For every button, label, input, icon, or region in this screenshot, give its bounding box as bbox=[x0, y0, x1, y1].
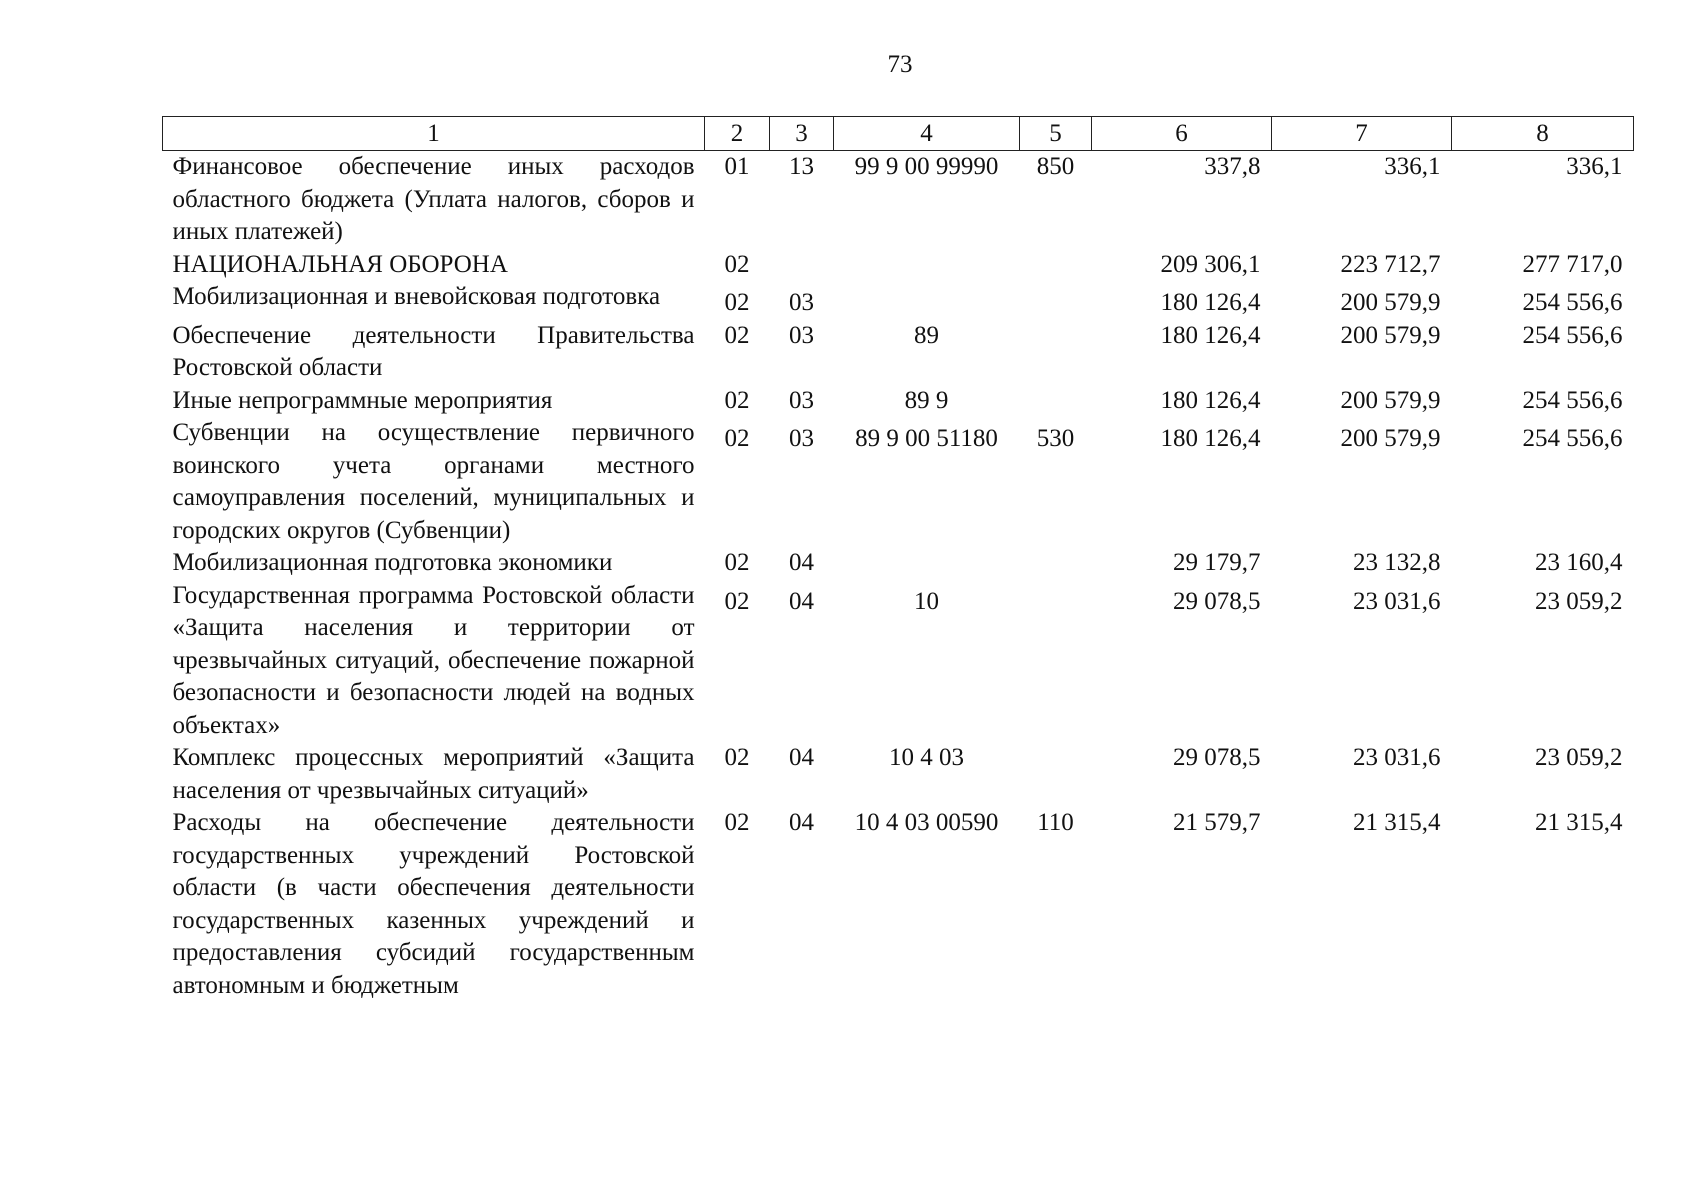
row-target-code: 10 4 03 bbox=[889, 744, 964, 771]
row-amount-2: 223 712,7 bbox=[1340, 250, 1441, 278]
row-amount-3: 21 315,4 bbox=[1535, 809, 1623, 836]
row-expense-type-code bbox=[1020, 320, 1092, 385]
table-row bbox=[163, 742, 1634, 807]
row-subsection-code: 04 bbox=[789, 549, 814, 576]
table-row bbox=[163, 320, 1634, 385]
column-number-3: 3 bbox=[770, 117, 834, 151]
row-subsection-code: 13 bbox=[789, 153, 814, 180]
table-row bbox=[163, 547, 1634, 580]
row-amount-3: 336,1 bbox=[1566, 153, 1623, 180]
row-expense-type-code: 110 bbox=[1037, 809, 1074, 836]
row-expense-type-code: 850 bbox=[1036, 153, 1075, 180]
row-target-code: 99 9 00 99990 bbox=[854, 153, 999, 180]
table-row bbox=[163, 385, 1634, 418]
column-number-1: 1 bbox=[163, 117, 705, 151]
row-amount-3: 23 160,4 bbox=[1535, 549, 1623, 576]
row-target-code: 89 9 00 51180 bbox=[855, 425, 998, 452]
row-target-code: 89 9 bbox=[904, 386, 949, 414]
row-expense-type-code bbox=[1020, 580, 1092, 743]
row-section-code: 02 bbox=[724, 549, 750, 576]
row-expense-type-code bbox=[1020, 547, 1092, 580]
row-expense-type-code bbox=[1020, 249, 1092, 282]
table-row bbox=[163, 249, 1634, 282]
row-subsection-code: 03 bbox=[789, 289, 814, 316]
row-expense-type-code: 530 bbox=[1036, 425, 1075, 452]
column-number-2: 2 bbox=[705, 117, 770, 151]
row-amount-1: 209 306,1 bbox=[1160, 250, 1261, 278]
budget-table bbox=[162, 116, 1634, 1002]
row-amount-1: 21 579,7 bbox=[1173, 809, 1261, 836]
row-amount-3: 254 556,6 bbox=[1522, 289, 1623, 316]
row-expense-type-code bbox=[1020, 742, 1092, 807]
row-amount-2: 23 031,6 bbox=[1353, 744, 1441, 771]
row-section-code: 02 bbox=[724, 386, 750, 414]
column-number-4: 4 bbox=[834, 117, 1020, 151]
row-name: Расходы на обеспечение деятельности государственных учреждений Ростовской области (в части обеспечения деятельности государственных казенных учреждений и предоставления субсидий государственным автономным и бюджетным bbox=[172, 809, 695, 999]
row-amount-3: 254 556,6 bbox=[1522, 321, 1623, 349]
row-section-code: 02 bbox=[724, 250, 750, 278]
row-name: Субвенции на осуществление первичного воинского учета органами местного самоуправления поселений, муниципальных и городских округов (Субвенции) bbox=[172, 419, 695, 544]
row-name: Мобилизационная подготовка экономики bbox=[172, 549, 613, 576]
row-subsection-code: 04 bbox=[789, 587, 814, 615]
row-amount-2: 23 031,6 bbox=[1353, 587, 1441, 615]
row-target-code bbox=[834, 249, 1020, 282]
column-number-7: 7 bbox=[1272, 117, 1452, 151]
row-amount-3: 23 059,2 bbox=[1535, 587, 1623, 615]
row-section-code: 02 bbox=[724, 809, 750, 836]
row-amount-1: 180 126,4 bbox=[1160, 321, 1261, 349]
row-section-code: 02 bbox=[724, 587, 750, 615]
row-amount-1: 29 078,5 bbox=[1173, 744, 1261, 771]
row-amount-2: 336,1 bbox=[1384, 153, 1441, 180]
row-amount-2: 200 579,9 bbox=[1340, 289, 1441, 316]
row-name: НАЦИОНАЛЬНАЯ ОБОРОНА bbox=[172, 250, 508, 278]
table-row bbox=[163, 417, 1634, 547]
row-expense-type-code bbox=[1020, 385, 1092, 418]
row-name: Мобилизационная и вневойсковая подготовка bbox=[172, 283, 661, 310]
page-number: 73 bbox=[887, 51, 913, 78]
row-amount-1: 337,8 bbox=[1204, 153, 1261, 180]
row-amount-2: 200 579,9 bbox=[1340, 386, 1441, 414]
row-section-code: 02 bbox=[724, 289, 750, 316]
row-amount-1: 29 078,5 bbox=[1173, 587, 1261, 615]
row-section-code: 02 bbox=[724, 321, 750, 349]
row-target-code: 10 4 03 00590 bbox=[854, 809, 999, 836]
row-subsection-code: 03 bbox=[789, 386, 814, 414]
row-section-code: 02 bbox=[724, 425, 750, 452]
row-subsection-code: 04 bbox=[789, 809, 814, 836]
row-amount-2: 23 132,8 bbox=[1353, 549, 1441, 576]
row-subsection-code: 03 bbox=[789, 425, 814, 452]
row-amount-3: 23 059,2 bbox=[1535, 744, 1623, 771]
column-number-header-row bbox=[163, 117, 1634, 151]
row-amount-1: 180 126,4 bbox=[1160, 425, 1261, 452]
row-name: Иные непрограммные мероприятия bbox=[172, 386, 553, 414]
row-amount-3: 254 556,6 bbox=[1522, 386, 1623, 414]
row-amount-3: 254 556,6 bbox=[1522, 425, 1623, 452]
table-row bbox=[163, 151, 1634, 249]
row-amount-1: 180 126,4 bbox=[1160, 386, 1261, 414]
row-amount-3: 277 717,0 bbox=[1522, 250, 1623, 278]
row-expense-type-code bbox=[1020, 281, 1092, 320]
table-row bbox=[163, 281, 1634, 320]
row-name: Обеспечение деятельности Правительства Ростовской области bbox=[172, 321, 695, 381]
row-subsection-code bbox=[770, 249, 834, 282]
row-section-code: 01 bbox=[724, 153, 750, 180]
row-name: Государственная программа Ростовской области «Защита населения и территории от чрезвычайных ситуаций, обеспечение пожарной безопасности и безопасности людей на водных объектах» bbox=[172, 581, 695, 739]
row-subsection-code: 03 bbox=[789, 321, 814, 349]
column-number-8: 8 bbox=[1452, 117, 1634, 151]
row-amount-2: 200 579,9 bbox=[1340, 321, 1441, 349]
column-number-5: 5 bbox=[1020, 117, 1092, 151]
table-row bbox=[163, 807, 1634, 1002]
row-target-code: 10 bbox=[914, 587, 939, 615]
row-name: Комплекс процессных мероприятий «Защита населения от чрезвычайных ситуаций» bbox=[172, 744, 695, 804]
column-number-6: 6 bbox=[1092, 117, 1272, 151]
row-amount-2: 200 579,9 bbox=[1340, 425, 1441, 452]
table-row bbox=[163, 580, 1634, 743]
row-target-code bbox=[834, 547, 1020, 580]
row-amount-1: 180 126,4 bbox=[1160, 289, 1261, 316]
row-name: Финансовое обеспечение иных расходов областного бюджета (Уплата налогов, сборов и иных платежей) bbox=[172, 153, 695, 245]
row-target-code bbox=[834, 281, 1020, 320]
row-section-code: 02 bbox=[724, 744, 750, 771]
row-amount-1: 29 179,7 bbox=[1173, 549, 1261, 576]
row-target-code: 89 bbox=[914, 321, 939, 349]
row-amount-2: 21 315,4 bbox=[1353, 809, 1441, 836]
row-subsection-code: 04 bbox=[789, 744, 814, 771]
